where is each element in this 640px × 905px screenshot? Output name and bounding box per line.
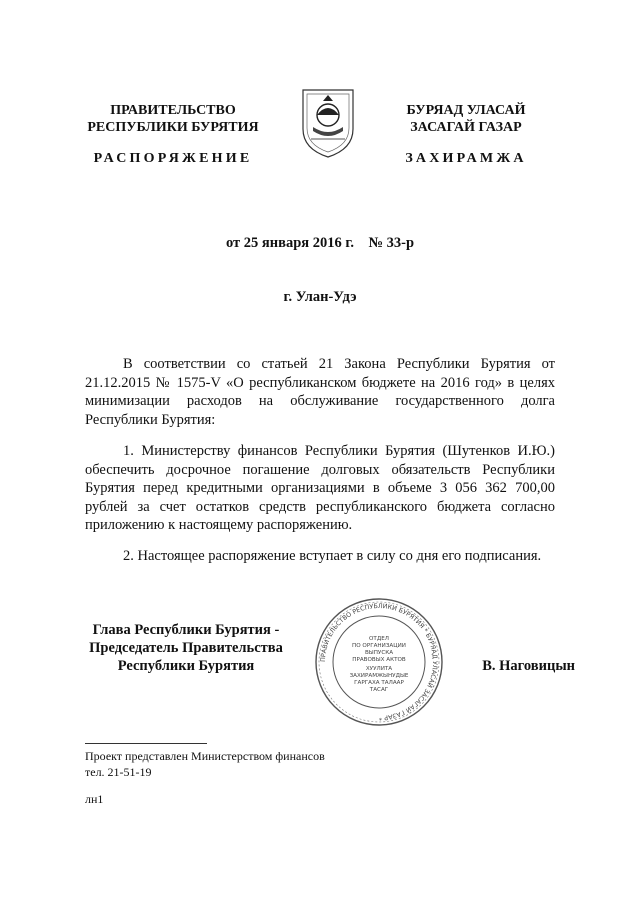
footer-code: лн1 bbox=[85, 792, 104, 806]
stamp-line: ЗАХИРАМЖЫНУДЫЕ bbox=[349, 673, 409, 679]
doc-type-ru: РАСПОРЯЖЕНИЕ bbox=[93, 151, 253, 166]
doc-type-bua: ЗАХИРАМЖА bbox=[405, 151, 527, 166]
header-left-line1: ПРАВИТЕЛЬСТВО bbox=[110, 103, 236, 118]
item-1-paragraph: 1. Министерству финансов Республики Бурятия (Шутенков И.Ю.) обеспечить досрочное погашение долговых обязательств Республики Бурятия перед кредитными организациями в объеме 3 056 362 700,00 рублей за счет остатков средств республиканского бюджета согласно приложению к настоящему распоряжению. bbox=[85, 443, 555, 534]
preamble-paragraph: В соответствии со статьей 21 Закона Республики Бурятия от 21.12.2015 № 1575-V «О республиканском бюджете на 2016 год» в целях минимизации расходов на обслуживание государственного долга Республики Бурятия: bbox=[85, 356, 555, 428]
stamp-line: ПРАВОВЫХ АКТОВ bbox=[352, 657, 406, 663]
document-number: № 33-р bbox=[368, 235, 415, 251]
signatory-title-line2: Председатель Правительства bbox=[89, 640, 283, 656]
stamp-line: ВЫПУСКА bbox=[364, 650, 394, 656]
footer-divider bbox=[85, 743, 207, 744]
footer-line1: Проект представлен Министерством финансов bbox=[85, 749, 325, 763]
stamp-line: ТАСАГ bbox=[369, 687, 389, 693]
stamp-line: ОТДЕЛ bbox=[369, 636, 389, 642]
document-date: от 25 января 2016 г. bbox=[226, 235, 354, 251]
header-left-block bbox=[78, 102, 268, 136]
header-right-line2: ЗАСАГАЙ ГАЗАР bbox=[410, 120, 522, 135]
signatory-title-line3: Республики Бурятия bbox=[117, 658, 255, 674]
signatory-name: В. Наговицын bbox=[482, 658, 575, 674]
official-stamp bbox=[313, 596, 445, 728]
stamp-ring-text: ПРАВИТЕЛЬСТВО РЕСПУБЛИКИ БУРЯТИЯ * БУРЯАД УЛАСАЙ ЗАСАГАЙ ГАЗАР * bbox=[319, 602, 439, 722]
city-line: г. Улан-Удэ bbox=[283, 289, 357, 305]
stamp-line: ГАРГАХА ТАЛААР bbox=[354, 680, 404, 686]
footer-line2: тел. 21-51-19 bbox=[85, 765, 152, 779]
header-right-block bbox=[386, 102, 546, 136]
header-right-line1: БУРЯАД УЛАСАЙ bbox=[406, 103, 526, 118]
stamp-line: ХУУЛИТА bbox=[365, 666, 393, 672]
date-line bbox=[226, 235, 414, 252]
header-left-line2: РЕСПУБЛИКИ БУРЯТИЯ bbox=[87, 120, 259, 135]
footer-block bbox=[85, 748, 325, 780]
signatory-title bbox=[76, 621, 296, 675]
signatory-title-line1: Глава Республики Бурятия - bbox=[92, 622, 280, 638]
item-2-paragraph: 2. Настоящее распоряжение вступает в силу со дня его подписания. bbox=[123, 548, 542, 564]
stamp-line: ПО ОРГАНИЗАЦИИ bbox=[352, 643, 406, 649]
coat-of-arms-emblem bbox=[299, 87, 357, 159]
